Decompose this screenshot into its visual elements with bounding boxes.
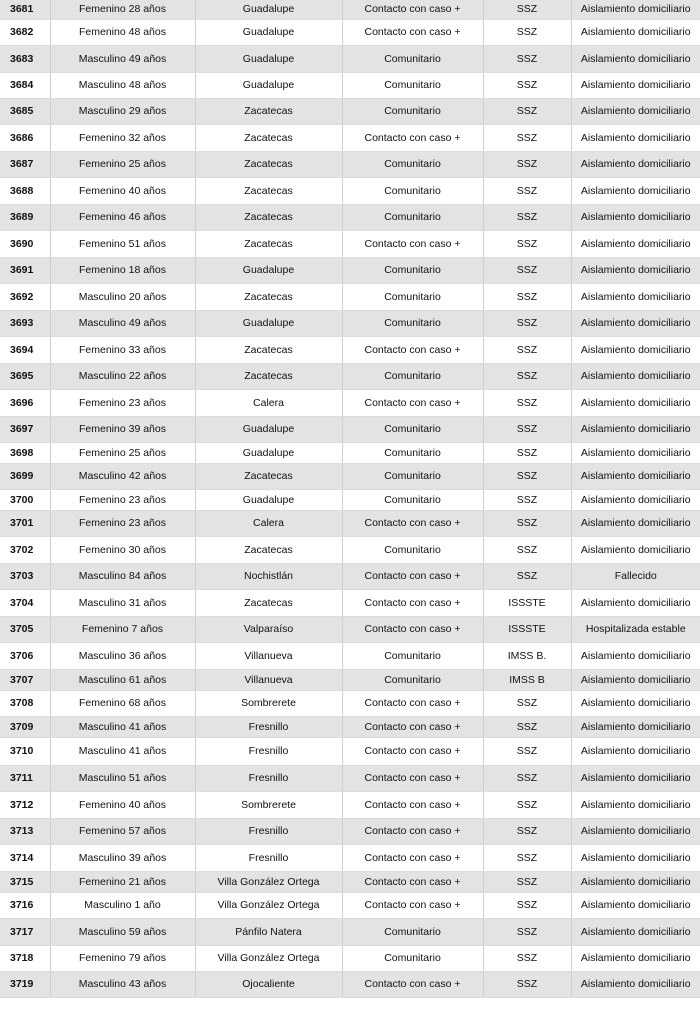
sex-age-cell: Masculino 20 años	[50, 283, 195, 310]
status-cell: Hospitalizada estable	[571, 616, 700, 642]
municipality-cell: Sombrerete	[195, 791, 342, 818]
municipality-cell: Zacatecas	[195, 463, 342, 489]
case-id-cell: 3701	[0, 510, 50, 536]
status-cell: Aislamiento domiciliario	[571, 363, 700, 389]
municipality-cell: Villa González Ortega	[195, 892, 342, 918]
sex-age-cell: Masculino 84 años	[50, 563, 195, 589]
sex-age-cell: Femenino 46 años	[50, 204, 195, 230]
institution-cell: ISSSTE	[483, 616, 571, 642]
municipality-cell: Zacatecas	[195, 336, 342, 363]
institution-cell: SSZ	[483, 98, 571, 124]
contagion-type-cell: Contacto con caso +	[342, 818, 483, 844]
case-id-cell: 3711	[0, 765, 50, 791]
sex-age-cell: Femenino 33 años	[50, 336, 195, 363]
status-cell: Aislamiento domiciliario	[571, 489, 700, 510]
case-id-cell: 3704	[0, 589, 50, 616]
sex-age-cell: Femenino 23 años	[50, 489, 195, 510]
contagion-type-cell: Comunitario	[342, 72, 483, 98]
table-row	[0, 616, 700, 642]
status-cell: Aislamiento domiciliario	[571, 177, 700, 204]
contagion-type-cell: Comunitario	[342, 642, 483, 669]
contagion-type-cell: Contacto con caso +	[342, 389, 483, 416]
table-row	[0, 489, 700, 510]
table-row	[0, 690, 700, 716]
institution-cell: SSZ	[483, 844, 571, 871]
case-id-cell: 3709	[0, 716, 50, 737]
institution-cell: SSZ	[483, 510, 571, 536]
institution-cell: SSZ	[483, 442, 571, 463]
municipality-cell: Guadalupe	[195, 0, 342, 19]
contagion-type-cell: Comunitario	[342, 669, 483, 690]
status-cell: Aislamiento domiciliario	[571, 283, 700, 310]
contagion-type-cell: Comunitario	[342, 416, 483, 442]
contagion-type-cell: Contacto con caso +	[342, 971, 483, 997]
case-id-cell: 3715	[0, 871, 50, 892]
sex-age-cell: Masculino 43 años	[50, 971, 195, 997]
case-id-cell: 3717	[0, 918, 50, 945]
status-cell: Aislamiento domiciliario	[571, 204, 700, 230]
municipality-cell: Guadalupe	[195, 416, 342, 442]
table-row	[0, 971, 700, 997]
status-cell: Fallecido	[571, 563, 700, 589]
table-row	[0, 510, 700, 536]
contagion-type-cell: Comunitario	[342, 536, 483, 563]
institution-cell: SSZ	[483, 563, 571, 589]
institution-cell: SSZ	[483, 310, 571, 336]
table-row	[0, 45, 700, 72]
contagion-type-cell: Contacto con caso +	[342, 589, 483, 616]
status-cell: Aislamiento domiciliario	[571, 230, 700, 257]
contagion-type-cell: Comunitario	[342, 45, 483, 72]
status-cell: Aislamiento domiciliario	[571, 945, 700, 971]
status-cell: Aislamiento domiciliario	[571, 0, 700, 19]
status-cell: Aislamiento domiciliario	[571, 918, 700, 945]
institution-cell: SSZ	[483, 536, 571, 563]
contagion-type-cell: Contacto con caso +	[342, 336, 483, 363]
sex-age-cell: Masculino 49 años	[50, 310, 195, 336]
contagion-type-cell: Comunitario	[342, 98, 483, 124]
sex-age-cell: Femenino 79 años	[50, 945, 195, 971]
institution-cell: SSZ	[483, 363, 571, 389]
case-id-cell: 3690	[0, 230, 50, 257]
institution-cell: IMSS B.	[483, 642, 571, 669]
sex-age-cell: Masculino 61 años	[50, 669, 195, 690]
municipality-cell: Zacatecas	[195, 177, 342, 204]
contagion-type-cell: Contacto con caso +	[342, 892, 483, 918]
status-cell: Aislamiento domiciliario	[571, 871, 700, 892]
status-cell: Aislamiento domiciliario	[571, 971, 700, 997]
case-id-cell: 3714	[0, 844, 50, 871]
case-id-cell: 3695	[0, 363, 50, 389]
institution-cell: SSZ	[483, 918, 571, 945]
institution-cell: SSZ	[483, 389, 571, 416]
case-id-cell: 3696	[0, 389, 50, 416]
municipality-cell: Villa González Ortega	[195, 945, 342, 971]
status-cell: Aislamiento domiciliario	[571, 72, 700, 98]
table-row	[0, 892, 700, 918]
table-row	[0, 918, 700, 945]
case-id-cell: 3682	[0, 19, 50, 45]
institution-cell: SSZ	[483, 489, 571, 510]
institution-cell: SSZ	[483, 716, 571, 737]
municipality-cell: Fresnillo	[195, 844, 342, 871]
institution-cell: SSZ	[483, 124, 571, 151]
sex-age-cell: Femenino 18 años	[50, 257, 195, 283]
institution-cell: SSZ	[483, 463, 571, 489]
municipality-cell: Fresnillo	[195, 716, 342, 737]
municipality-cell: Calera	[195, 510, 342, 536]
sex-age-cell: Femenino 40 años	[50, 791, 195, 818]
table-row	[0, 765, 700, 791]
institution-cell: SSZ	[483, 257, 571, 283]
case-id-cell: 3694	[0, 336, 50, 363]
table-row	[0, 642, 700, 669]
contagion-type-cell: Contacto con caso +	[342, 690, 483, 716]
case-id-cell: 3710	[0, 737, 50, 765]
table-row	[0, 336, 700, 363]
municipality-cell: Ojocaliente	[195, 971, 342, 997]
status-cell: Aislamiento domiciliario	[571, 310, 700, 336]
municipality-cell: Zacatecas	[195, 283, 342, 310]
case-id-cell: 3699	[0, 463, 50, 489]
status-cell: Aislamiento domiciliario	[571, 98, 700, 124]
table-row	[0, 0, 700, 19]
status-cell: Aislamiento domiciliario	[571, 151, 700, 177]
sex-age-cell: Femenino 21 años	[50, 871, 195, 892]
municipality-cell: Zacatecas	[195, 151, 342, 177]
institution-cell: SSZ	[483, 204, 571, 230]
sex-age-cell: Masculino 51 años	[50, 765, 195, 791]
case-id-cell: 3708	[0, 690, 50, 716]
sex-age-cell: Femenino 23 años	[50, 510, 195, 536]
contagion-type-cell: Comunitario	[342, 177, 483, 204]
sex-age-cell: Masculino 29 años	[50, 98, 195, 124]
contagion-type-cell: Comunitario	[342, 918, 483, 945]
table-row	[0, 563, 700, 589]
contagion-type-cell: Contacto con caso +	[342, 124, 483, 151]
municipality-cell: Zacatecas	[195, 536, 342, 563]
table-row	[0, 230, 700, 257]
status-cell: Aislamiento domiciliario	[571, 336, 700, 363]
sex-age-cell: Femenino 23 años	[50, 389, 195, 416]
institution-cell: SSZ	[483, 177, 571, 204]
sex-age-cell: Femenino 25 años	[50, 151, 195, 177]
institution-cell: SSZ	[483, 737, 571, 765]
case-id-cell: 3681	[0, 0, 50, 19]
sex-age-cell: Masculino 22 años	[50, 363, 195, 389]
sex-age-cell: Femenino 30 años	[50, 536, 195, 563]
sex-age-cell: Masculino 41 años	[50, 716, 195, 737]
institution-cell: SSZ	[483, 818, 571, 844]
institution-cell: SSZ	[483, 892, 571, 918]
contagion-type-cell: Contacto con caso +	[342, 765, 483, 791]
status-cell: Aislamiento domiciliario	[571, 791, 700, 818]
status-cell: Aislamiento domiciliario	[571, 416, 700, 442]
municipality-cell: Zacatecas	[195, 589, 342, 616]
table-row	[0, 536, 700, 563]
contagion-type-cell: Comunitario	[342, 204, 483, 230]
institution-cell: SSZ	[483, 765, 571, 791]
contagion-type-cell: Contacto con caso +	[342, 0, 483, 19]
sex-age-cell: Femenino 28 años	[50, 0, 195, 19]
institution-cell: SSZ	[483, 230, 571, 257]
contagion-type-cell: Comunitario	[342, 442, 483, 463]
institution-cell: SSZ	[483, 945, 571, 971]
institution-cell: SSZ	[483, 151, 571, 177]
municipality-cell: Zacatecas	[195, 363, 342, 389]
status-cell: Aislamiento domiciliario	[571, 389, 700, 416]
sex-age-cell: Masculino 48 años	[50, 72, 195, 98]
municipality-cell: Guadalupe	[195, 72, 342, 98]
status-cell: Aislamiento domiciliario	[571, 844, 700, 871]
case-id-cell: 3706	[0, 642, 50, 669]
table-row	[0, 204, 700, 230]
status-cell: Aislamiento domiciliario	[571, 669, 700, 690]
municipality-cell: Fresnillo	[195, 737, 342, 765]
institution-cell: SSZ	[483, 72, 571, 98]
municipality-cell: Guadalupe	[195, 310, 342, 336]
table-row	[0, 945, 700, 971]
table-row	[0, 363, 700, 389]
table-row	[0, 257, 700, 283]
table-row	[0, 124, 700, 151]
table-row	[0, 283, 700, 310]
municipality-cell: Villa González Ortega	[195, 871, 342, 892]
municipality-cell: Guadalupe	[195, 257, 342, 283]
sex-age-cell: Femenino 57 años	[50, 818, 195, 844]
case-id-cell: 3693	[0, 310, 50, 336]
table-row	[0, 818, 700, 844]
table-row	[0, 791, 700, 818]
institution-cell: SSZ	[483, 971, 571, 997]
status-cell: Aislamiento domiciliario	[571, 737, 700, 765]
case-id-cell: 3702	[0, 536, 50, 563]
status-cell: Aislamiento domiciliario	[571, 463, 700, 489]
institution-cell: SSZ	[483, 791, 571, 818]
case-id-cell: 3705	[0, 616, 50, 642]
sex-age-cell: Masculino 59 años	[50, 918, 195, 945]
sex-age-cell: Masculino 49 años	[50, 45, 195, 72]
case-id-cell: 3719	[0, 971, 50, 997]
status-cell: Aislamiento domiciliario	[571, 892, 700, 918]
status-cell: Aislamiento domiciliario	[571, 642, 700, 669]
table-row	[0, 737, 700, 765]
table-row	[0, 177, 700, 204]
contagion-type-cell: Contacto con caso +	[342, 616, 483, 642]
contagion-type-cell: Contacto con caso +	[342, 230, 483, 257]
case-id-cell: 3686	[0, 124, 50, 151]
municipality-cell: Fresnillo	[195, 765, 342, 791]
contagion-type-cell: Contacto con caso +	[342, 563, 483, 589]
status-cell: Aislamiento domiciliario	[571, 124, 700, 151]
municipality-cell: Nochistlán	[195, 563, 342, 589]
municipality-cell: Calera	[195, 389, 342, 416]
table-row	[0, 98, 700, 124]
institution-cell: SSZ	[483, 45, 571, 72]
contagion-type-cell: Comunitario	[342, 151, 483, 177]
table-row	[0, 416, 700, 442]
table-row	[0, 463, 700, 489]
case-id-cell: 3692	[0, 283, 50, 310]
table-row	[0, 389, 700, 416]
table-row	[0, 310, 700, 336]
status-cell: Aislamiento domiciliario	[571, 45, 700, 72]
institution-cell: SSZ	[483, 871, 571, 892]
municipality-cell: Guadalupe	[195, 19, 342, 45]
contagion-type-cell: Contacto con caso +	[342, 716, 483, 737]
status-cell: Aislamiento domiciliario	[571, 589, 700, 616]
case-id-cell: 3688	[0, 177, 50, 204]
case-id-cell: 3707	[0, 669, 50, 690]
sex-age-cell: Femenino 25 años	[50, 442, 195, 463]
sex-age-cell: Femenino 48 años	[50, 19, 195, 45]
sex-age-cell: Masculino 41 años	[50, 737, 195, 765]
case-id-cell: 3713	[0, 818, 50, 844]
institution-cell: IMSS B	[483, 669, 571, 690]
contagion-type-cell: Comunitario	[342, 945, 483, 971]
municipality-cell: Guadalupe	[195, 45, 342, 72]
sex-age-cell: Masculino 31 años	[50, 589, 195, 616]
contagion-type-cell: Comunitario	[342, 257, 483, 283]
contagion-type-cell: Comunitario	[342, 363, 483, 389]
contagion-type-cell: Comunitario	[342, 489, 483, 510]
sex-age-cell: Masculino 36 años	[50, 642, 195, 669]
status-cell: Aislamiento domiciliario	[571, 765, 700, 791]
sex-age-cell: Masculino 42 años	[50, 463, 195, 489]
sex-age-cell: Femenino 7 años	[50, 616, 195, 642]
municipality-cell: Guadalupe	[195, 442, 342, 463]
contagion-type-cell: Contacto con caso +	[342, 844, 483, 871]
sex-age-cell: Femenino 32 años	[50, 124, 195, 151]
institution-cell: ISSSTE	[483, 589, 571, 616]
contagion-type-cell: Comunitario	[342, 463, 483, 489]
contagion-type-cell: Contacto con caso +	[342, 19, 483, 45]
contagion-type-cell: Comunitario	[342, 283, 483, 310]
table-row	[0, 716, 700, 737]
sex-age-cell: Femenino 40 años	[50, 177, 195, 204]
case-id-cell: 3718	[0, 945, 50, 971]
table-row	[0, 151, 700, 177]
institution-cell: SSZ	[483, 19, 571, 45]
case-id-cell: 3698	[0, 442, 50, 463]
case-id-cell: 3684	[0, 72, 50, 98]
institution-cell: SSZ	[483, 283, 571, 310]
municipality-cell: Zacatecas	[195, 124, 342, 151]
sex-age-cell: Femenino 39 años	[50, 416, 195, 442]
case-id-cell: 3691	[0, 257, 50, 283]
municipality-cell: Villanueva	[195, 642, 342, 669]
contagion-type-cell: Contacto con caso +	[342, 791, 483, 818]
case-id-cell: 3700	[0, 489, 50, 510]
status-cell: Aislamiento domiciliario	[571, 19, 700, 45]
municipality-cell: Zacatecas	[195, 204, 342, 230]
municipality-cell: Fresnillo	[195, 818, 342, 844]
case-id-cell: 3716	[0, 892, 50, 918]
status-cell: Aislamiento domiciliario	[571, 442, 700, 463]
table-row	[0, 871, 700, 892]
status-cell: Aislamiento domiciliario	[571, 716, 700, 737]
table-row	[0, 589, 700, 616]
table-row	[0, 442, 700, 463]
case-id-cell: 3685	[0, 98, 50, 124]
sex-age-cell: Femenino 68 años	[50, 690, 195, 716]
municipality-cell: Zacatecas	[195, 98, 342, 124]
institution-cell: SSZ	[483, 336, 571, 363]
case-id-cell: 3703	[0, 563, 50, 589]
table-row	[0, 669, 700, 690]
municipality-cell: Zacatecas	[195, 230, 342, 257]
municipality-cell: Sombrerete	[195, 690, 342, 716]
table-row	[0, 844, 700, 871]
sex-age-cell: Masculino 1 año	[50, 892, 195, 918]
institution-cell: SSZ	[483, 0, 571, 19]
contagion-type-cell: Contacto con caso +	[342, 510, 483, 536]
status-cell: Aislamiento domiciliario	[571, 257, 700, 283]
contagion-type-cell: Contacto con caso +	[342, 737, 483, 765]
municipality-cell: Villanueva	[195, 669, 342, 690]
municipality-cell: Guadalupe	[195, 489, 342, 510]
institution-cell: SSZ	[483, 416, 571, 442]
case-id-cell: 3683	[0, 45, 50, 72]
case-id-cell: 3712	[0, 791, 50, 818]
institution-cell: SSZ	[483, 690, 571, 716]
municipality-cell: Pánfilo Natera	[195, 918, 342, 945]
status-cell: Aislamiento domiciliario	[571, 818, 700, 844]
case-id-cell: 3689	[0, 204, 50, 230]
status-cell: Aislamiento domiciliario	[571, 536, 700, 563]
case-id-cell: 3697	[0, 416, 50, 442]
sex-age-cell: Femenino 51 años	[50, 230, 195, 257]
status-cell: Aislamiento domiciliario	[571, 510, 700, 536]
table-row	[0, 19, 700, 45]
table-row	[0, 72, 700, 98]
sex-age-cell: Masculino 39 años	[50, 844, 195, 871]
case-id-cell: 3687	[0, 151, 50, 177]
contagion-type-cell: Comunitario	[342, 310, 483, 336]
contagion-type-cell: Contacto con caso +	[342, 871, 483, 892]
status-cell: Aislamiento domiciliario	[571, 690, 700, 716]
municipality-cell: Valparaíso	[195, 616, 342, 642]
